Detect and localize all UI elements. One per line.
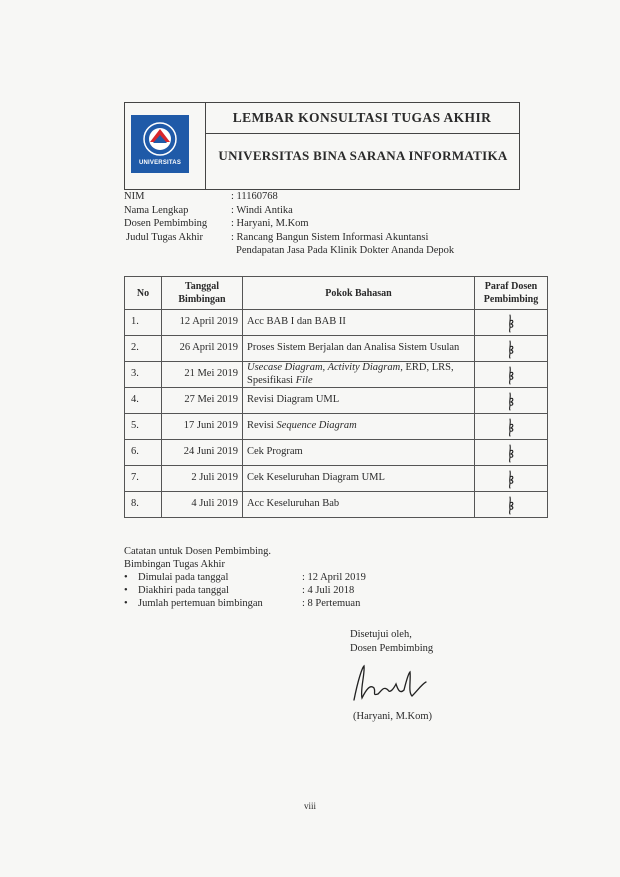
table-row xyxy=(125,336,548,362)
row-paraf xyxy=(475,310,548,336)
nim-label: NIM xyxy=(124,191,145,202)
note-label: Jumlah pertemuan bimbingan xyxy=(138,598,263,609)
logo-caption: UNIVERSITAS xyxy=(138,160,182,166)
pokok-text: Revisi xyxy=(247,420,277,432)
row-pokok xyxy=(243,440,475,466)
row-pokok xyxy=(243,388,475,414)
table-row xyxy=(125,388,548,414)
row-paraf xyxy=(475,336,548,362)
approval-block xyxy=(350,628,433,656)
table-row xyxy=(125,414,548,440)
note-label: Dimulai pada tanggal xyxy=(138,572,229,583)
row-tanggal: 26 April 2019 xyxy=(162,336,243,362)
title-row xyxy=(205,103,519,134)
header-paraf: Paraf Dosen Pembimbing xyxy=(475,277,548,310)
approval-line-2: Dosen Pembimbing xyxy=(350,643,434,654)
notes-subheading: Bimbingan Tugas Akhir xyxy=(124,559,225,570)
nama-value: : Windi Antika xyxy=(231,204,293,216)
row-tanggal: 21 Mei 2019 xyxy=(162,362,243,388)
row-no: 4. xyxy=(125,388,162,414)
note-value: : 4 Juli 2018 xyxy=(302,585,355,596)
pokok-text: Acc Keseluruhan Bab xyxy=(247,498,340,510)
row-pokok xyxy=(243,362,475,388)
paraf-signature-icon xyxy=(501,417,521,437)
row-tanggal: 2 Juli 2019 xyxy=(162,466,243,492)
judul-label: Judul Tugas Akhir xyxy=(126,231,204,243)
paraf-signature-icon xyxy=(501,365,521,385)
note-item xyxy=(124,597,361,610)
row-no: 3. xyxy=(125,362,162,388)
row-no: 1. xyxy=(125,310,162,336)
row-paraf xyxy=(475,492,548,518)
row-tanggal: 17 Juni 2019 xyxy=(162,414,243,440)
note-value: : 8 Pertemuan xyxy=(302,598,361,609)
header-box xyxy=(124,102,520,190)
consultation-table xyxy=(124,276,548,518)
bullet-icon: • xyxy=(124,585,128,596)
row-paraf xyxy=(475,440,548,466)
logo-cell xyxy=(125,103,206,189)
note-value: : 12 April 2019 xyxy=(302,572,366,583)
paraf-signature-icon xyxy=(501,443,521,463)
row-paraf xyxy=(475,466,548,492)
row-paraf xyxy=(475,388,548,414)
nim-value: : 11160768 xyxy=(231,191,278,202)
bullet-icon: • xyxy=(124,598,128,609)
table-row xyxy=(125,310,548,336)
note-item xyxy=(124,571,366,584)
paraf-signature-icon xyxy=(501,339,521,359)
row-tanggal: 24 Juni 2019 xyxy=(162,440,243,466)
row-pokok xyxy=(243,492,475,518)
header-pokok: Pokok Bahasan xyxy=(243,277,475,310)
document-title: LEMBAR KONSULTASI TUGAS AKHIR xyxy=(232,110,492,125)
row-pokok xyxy=(243,336,475,362)
table-row xyxy=(125,492,548,518)
row-tanggal: 12 April 2019 xyxy=(162,310,243,336)
table-row xyxy=(125,466,548,492)
judul-value-1: : Rancang Bangun Sistem Informasi Akuntansi xyxy=(231,231,429,243)
pokok-text: Acc BAB I dan BAB II xyxy=(247,316,346,328)
approval-line-1: Disetujui oleh, xyxy=(350,629,412,640)
pokok-text: Cek Keseluruhan Diagram UML xyxy=(247,472,385,484)
row-pokok xyxy=(243,466,475,492)
dosen-label: Dosen Pembimbing xyxy=(124,218,208,229)
row-no: 2. xyxy=(125,336,162,362)
paraf-signature-icon xyxy=(501,495,521,515)
row-no: 7. xyxy=(125,466,162,492)
pokok-text: Revisi Diagram UML xyxy=(247,394,340,406)
nama-label: Nama Lengkap xyxy=(124,204,189,216)
notes-heading: Catatan untuk Dosen Pembimbing. xyxy=(124,546,271,557)
row-no: 5. xyxy=(125,414,162,440)
table-header-row xyxy=(125,277,548,310)
table-row xyxy=(125,362,548,388)
row-paraf xyxy=(475,414,548,440)
note-item xyxy=(124,584,355,597)
table-row xyxy=(125,440,548,466)
row-paraf xyxy=(475,362,548,388)
note-label: Diakhiri pada tanggal xyxy=(138,585,229,596)
page-number: viii xyxy=(303,801,316,811)
paraf-signature-icon xyxy=(501,469,521,489)
pokok-text: ERD, LRS, Spesifikasi xyxy=(247,362,454,386)
pokok-text: File xyxy=(295,374,313,386)
paraf-signature-icon xyxy=(501,313,521,333)
row-no: 6. xyxy=(125,440,162,466)
row-pokok xyxy=(243,310,475,336)
university-logo xyxy=(131,115,189,173)
notes-section xyxy=(124,545,366,610)
pokok-text: Cek Program xyxy=(247,446,303,458)
row-tanggal: 27 Mei 2019 xyxy=(162,388,243,414)
row-pokok xyxy=(243,414,475,440)
university-name: UNIVERSITAS BINA SARANA INFORMATIKA xyxy=(218,148,508,163)
pokok-text: Usecase Diagram, Activity Diagram, xyxy=(247,362,403,373)
pokok-text: Proses Sistem Berjalan dan Analisa Sistem Usulan xyxy=(247,342,460,354)
header-no: No xyxy=(125,277,162,310)
header-tanggal: Tanggal Bimbingan xyxy=(162,277,243,310)
paraf-signature-icon xyxy=(501,391,521,411)
supervisor-signature xyxy=(348,660,438,708)
bullet-icon: • xyxy=(124,572,128,583)
pokok-text: Sequence Diagram xyxy=(276,420,357,432)
row-no: 8. xyxy=(125,492,162,518)
signer-name: (Haryani, M.Kom) xyxy=(353,711,433,722)
row-tanggal: 4 Juli 2019 xyxy=(162,492,243,518)
dosen-value: : Haryani, M.Kom xyxy=(231,218,309,229)
judul-value-2: Pendapatan Jasa Pada Klinik Dokter Ananda Depok xyxy=(236,245,455,256)
